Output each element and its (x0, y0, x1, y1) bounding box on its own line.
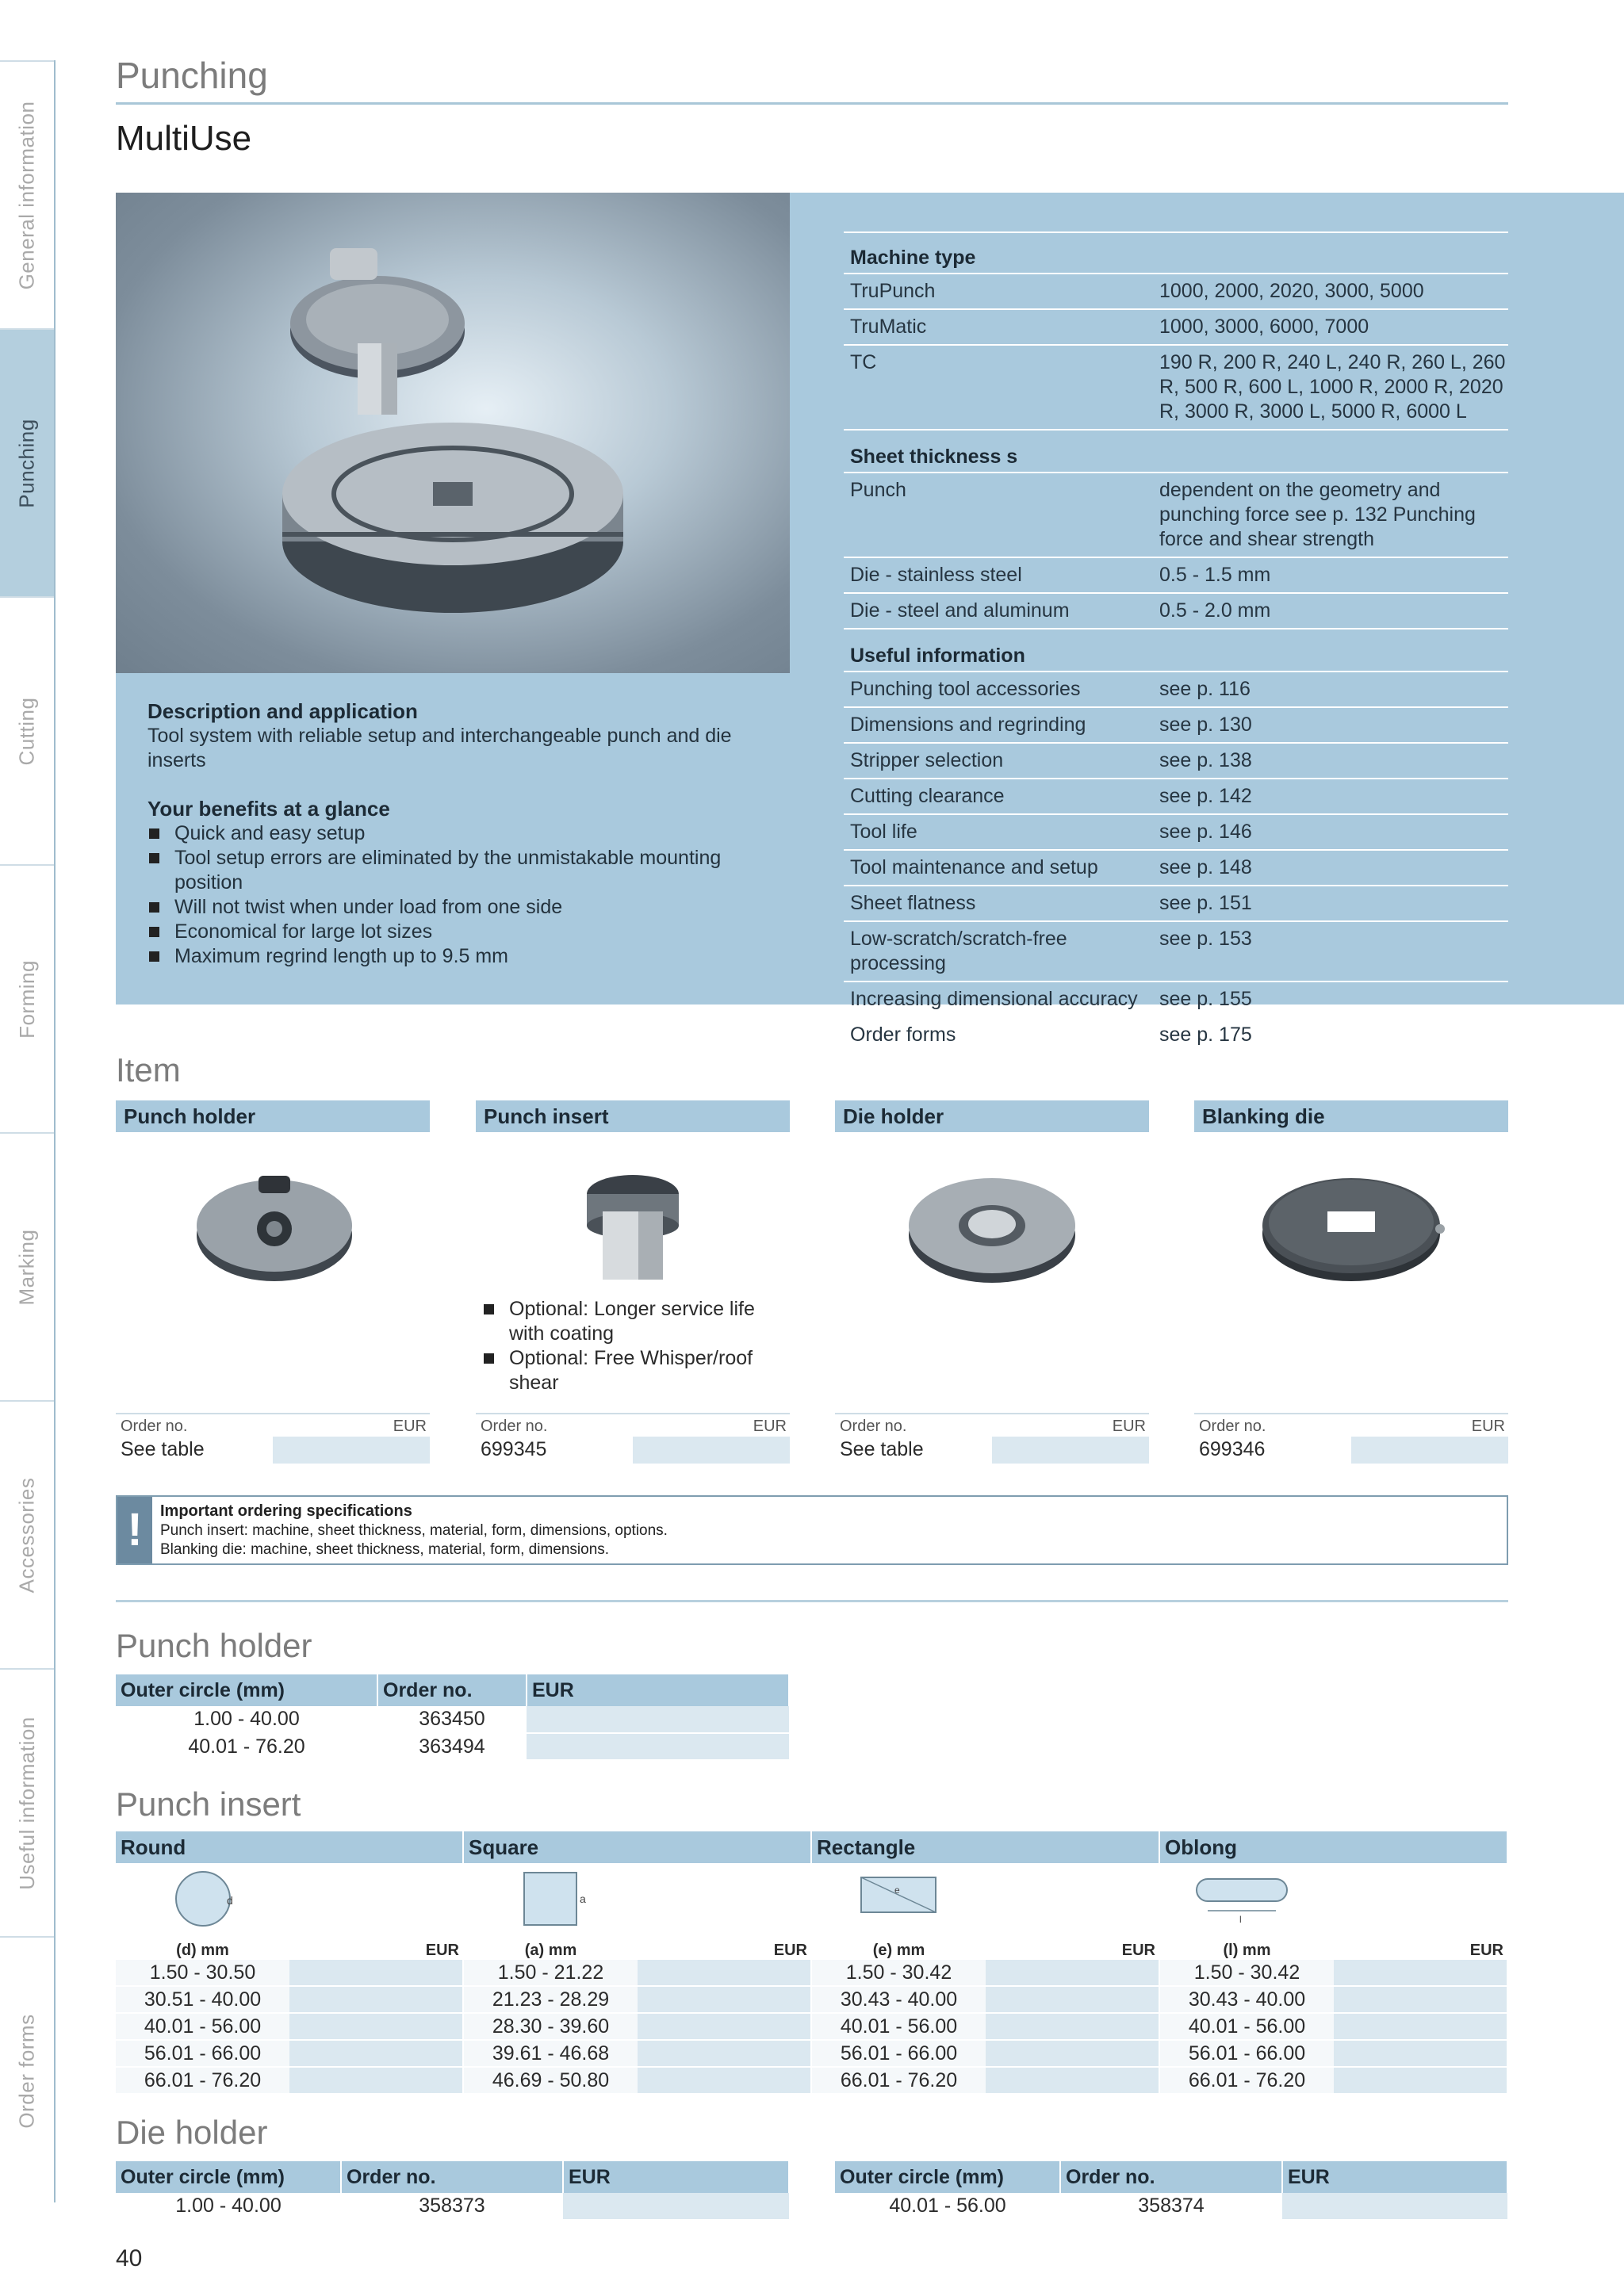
benefits-list (147, 821, 782, 969)
eur-field[interactable] (986, 2041, 1160, 2066)
nav-tab-cutting[interactable]: Cutting (0, 596, 54, 864)
round-column: Round d (d) mm EUR 1.50 - 30.50 30.51 - 40.00 40.01 - 56.00 56.01 - 66.00 66.01 - 76.20 (116, 1831, 464, 2095)
order-header: Order no. EUR (476, 1413, 790, 1437)
eur-field[interactable] (289, 2014, 464, 2039)
eur-field[interactable] (638, 2068, 812, 2093)
description-heading: Description and application (147, 699, 418, 723)
eur-field[interactable] (527, 1733, 789, 1760)
svg-text:e: e (894, 1885, 900, 1896)
exclamation-icon: ! (117, 1497, 152, 1563)
nav-tab-marking[interactable]: Marking (0, 1132, 54, 1400)
multiuse-tool-illustration (116, 193, 790, 673)
table-row: 1.50 - 21.22 (464, 1960, 812, 1987)
eur-field[interactable] (986, 2068, 1160, 2093)
round-shape-icon (116, 1863, 464, 1934)
nav-tab-order-forms[interactable]: Order forms (0, 1936, 54, 2204)
eur-field[interactable] (986, 1987, 1160, 2012)
svg-text:d: d (227, 1894, 233, 1907)
eur-field[interactable] (986, 2014, 1160, 2039)
spec-row: TruPunch 1000, 2000, 2020, 3000, 5000 (844, 274, 1508, 310)
spec-row: Punch dependent on the geometry and punching force see p. 132 Punching force and shear strength (844, 473, 1508, 558)
table-row: 40.01 - 56.00 (1160, 2014, 1508, 2041)
oblong-shape-icon (1160, 1863, 1508, 1934)
die-holder-illustration (835, 1132, 1149, 1297)
rectangle-column: Rectangle e (e) mm EUR 1.50 - 30.42 30.43 - 40.00 40.01 - 56.00 56.01 - 66.00 66.01 - 76.20 (812, 1831, 1160, 2095)
oblong-column: Oblong l (l) mm EUR 1.50 - 30.42 30.43 - 40.00 40.01 - 56.00 56.01 - 66.00 66.01 - 76.20 (1160, 1831, 1508, 2095)
machine-type-heading: Machine type (844, 232, 1508, 274)
order-row: 699345 (476, 1437, 790, 1464)
punch-holder-table: Outer circle (mm) Order no. EUR 1.00 - 40.00 363450 40.01 - 76.20 363494 (116, 1674, 790, 1761)
sheet-thickness-heading: Sheet thickness s (844, 430, 1508, 473)
section-rule (116, 1600, 1508, 1602)
eur-field[interactable] (563, 2193, 789, 2220)
die-holder-heading: Die holder (116, 2114, 268, 2151)
eur-field[interactable] (1334, 2068, 1508, 2093)
spec-row[interactable]: Tool life see p. 146 (844, 815, 1508, 851)
table-row: 66.01 - 76.20 (1160, 2068, 1508, 2095)
eur-field[interactable] (633, 1437, 790, 1464)
table-row: 40.01 - 56.00 (116, 2014, 464, 2041)
table-row: 21.23 - 28.29 (464, 1987, 812, 2014)
order-row: 699346 (1194, 1437, 1508, 1464)
item-heading: Item (116, 1051, 181, 1089)
punch-holder-heading: Punch holder (116, 1627, 312, 1664)
eur-field[interactable] (1334, 2041, 1508, 2066)
spec-row: Die - steel and aluminum 0.5 - 2.0 mm (844, 594, 1508, 629)
eur-field[interactable] (638, 1987, 812, 2012)
eur-field[interactable] (1334, 1987, 1508, 2012)
spec-row: TC 190 R, 200 R, 240 L, 240 R, 260 L, 260 R, 500 R, 600 L, 1000 R, 2000 R, 2020 R, 3000 R, 3000 L, 5000 R, 6000 L (844, 346, 1508, 430)
spec-row[interactable]: Dimensions and regrinding see p. 130 (844, 708, 1508, 744)
benefits-heading: Your benefits at a glance (147, 797, 390, 821)
item-blanking-die (1194, 1100, 1508, 1464)
spec-row[interactable]: Increasing dimensional accuracy see p. 155 (844, 982, 1508, 1018)
eur-field[interactable] (1334, 2014, 1508, 2039)
item-name: Punch holder (116, 1100, 430, 1132)
table-row: 40.01 - 56.00 (812, 2014, 1160, 2041)
blanking-die-image (1194, 1132, 1508, 1297)
important-notice (116, 1495, 1508, 1565)
table-row: 40.01 - 56.00 358374 (835, 2193, 1507, 2220)
order-row: See table (116, 1437, 430, 1464)
item-options (1194, 1297, 1508, 1413)
item-name: Die holder (835, 1100, 1149, 1132)
eur-field[interactable] (1282, 2193, 1507, 2220)
eur-field[interactable] (527, 1706, 789, 1733)
table-row: 1.50 - 30.42 (1160, 1960, 1508, 1987)
item-punch-holder (116, 1100, 430, 1464)
eur-field[interactable] (1334, 1960, 1508, 1985)
benefit-item: Will not twist when under load from one side (147, 895, 782, 920)
eur-field[interactable] (986, 1960, 1160, 1985)
page-title: MultiUse (116, 119, 252, 158)
notice-title: Important ordering specifications (160, 1502, 412, 1520)
eur-field[interactable] (289, 1960, 464, 1985)
notice-line: Punch insert: machine, sheet thickness, material, form, dimensions, options. (160, 1522, 668, 1539)
nav-tab-accessories[interactable]: Accessories (0, 1400, 54, 1668)
benefit-item: Quick and easy setup (147, 821, 782, 846)
punch-insert-heading: Punch insert (116, 1785, 301, 1823)
nav-tab-useful-information[interactable]: Useful information (0, 1668, 54, 1936)
spec-row: TruMatic 1000, 3000, 6000, 7000 (844, 310, 1508, 346)
table-row: 1.50 - 30.50 (116, 1960, 464, 1987)
specification-table (844, 232, 1508, 1052)
die-holder-table-right: Outer circle (mm) Order no. EUR 40.01 - 56.00 358374 (835, 2161, 1508, 2221)
order-header: Order no. EUR (1194, 1413, 1508, 1437)
order-header: Order no. EUR (835, 1413, 1149, 1437)
square-column: Square a (a) mm EUR 1.50 - 21.22 21.23 - 28.29 28.30 - 39.60 39.61 - 46.68 46.69 - 50.80 (464, 1831, 812, 2095)
spec-row[interactable]: Low-scratch/scratch-free processing see p. 153 (844, 922, 1508, 982)
spec-row[interactable]: Tool maintenance and setup see p. 148 (844, 851, 1508, 886)
eur-field[interactable] (289, 2041, 464, 2066)
eur-field[interactable] (992, 1437, 1149, 1464)
table-row: 30.43 - 40.00 (812, 1987, 1160, 2014)
benefit-item: Tool setup errors are eliminated by the unmistakable mounting position (147, 846, 782, 895)
notice-line: Blanking die: machine, sheet thickness, material, form, dimensions. (160, 1541, 610, 1558)
die-holder-image (835, 1132, 1149, 1297)
punch-insert-image (476, 1132, 790, 1297)
punch-holder-image (116, 1132, 430, 1297)
heading-rule (116, 102, 1508, 105)
eur-field[interactable] (289, 2068, 464, 2093)
page-number: 40 (116, 2245, 143, 2271)
item-name: Blanking die (1194, 1100, 1508, 1132)
table-row: 30.43 - 40.00 (1160, 1987, 1508, 2014)
eur-field[interactable] (638, 2014, 812, 2039)
eur-field[interactable] (289, 1987, 464, 2012)
table-row: 56.01 - 66.00 (116, 2041, 464, 2068)
eur-field[interactable] (638, 2041, 812, 2066)
useful-information-heading: Useful information (844, 629, 1508, 672)
svg-text:l: l (1239, 1914, 1242, 1925)
nav-tab-forming[interactable]: Forming (0, 864, 54, 1132)
table-row: 1.50 - 30.42 (812, 1960, 1160, 1987)
table-row: 56.01 - 66.00 (1160, 2041, 1508, 2068)
benefit-item: Economical for large lot sizes (147, 920, 782, 944)
spec-row: Die - stainless steel 0.5 - 1.5 mm (844, 558, 1508, 594)
order-row: See table (835, 1437, 1149, 1464)
eur-field[interactable] (273, 1437, 430, 1464)
table-row: 28.30 - 39.60 (464, 2014, 812, 2041)
table-row: 1.00 - 40.00 363450 (116, 1706, 789, 1733)
option-item: Optional: Free Whisper/roof shear (482, 1346, 790, 1395)
table-row: 40.01 - 76.20 363494 (116, 1733, 789, 1760)
item-options (476, 1297, 790, 1413)
spec-row[interactable]: Cutting clearance see p. 142 (844, 779, 1508, 815)
table-row: 30.51 - 40.00 (116, 1987, 464, 2014)
punch-holder-illustration (116, 1132, 430, 1297)
table-row: 56.01 - 66.00 (812, 2041, 1160, 2068)
benefit-item: Maximum regrind length up to 9.5 mm (147, 944, 782, 969)
eur-field[interactable] (1351, 1437, 1508, 1464)
spec-row[interactable]: Sheet flatness see p. 151 (844, 886, 1508, 922)
spec-row[interactable]: Order forms see p. 175 (850, 1024, 1252, 1046)
option-item: Optional: Longer service life with coating (482, 1297, 790, 1346)
section-heading: Punching (116, 55, 268, 96)
product-photo (116, 193, 790, 673)
description-text: Tool system with reliable setup and interchangeable punch and die inserts (147, 725, 732, 771)
nav-tab-general-information[interactable]: General information (0, 60, 54, 328)
die-holder-table-left: Outer circle (mm) Order no. EUR 1.00 - 40.00 358373 (116, 2161, 790, 2221)
item-options (835, 1297, 1149, 1413)
table-row: 39.61 - 46.68 (464, 2041, 812, 2068)
table-row: 66.01 - 76.20 (116, 2068, 464, 2095)
description-block (147, 699, 782, 969)
eur-field[interactable] (638, 1960, 812, 1985)
side-navigation (0, 60, 56, 2202)
table-row: 46.69 - 50.80 (464, 2068, 812, 2095)
square-shape-icon (464, 1863, 812, 1934)
rectangle-shape-icon (812, 1863, 1160, 1934)
table-row: 1.00 - 40.00 358373 (116, 2193, 789, 2220)
order-header: Order no. EUR (116, 1413, 430, 1437)
spec-row[interactable]: Stripper selection see p. 138 (844, 744, 1508, 779)
svg-text:a: a (580, 1892, 586, 1905)
item-die-holder (835, 1100, 1149, 1464)
item-name: Punch insert (476, 1100, 790, 1132)
item-options (116, 1297, 430, 1413)
table-row: 66.01 - 76.20 (812, 2068, 1160, 2095)
punch-insert-illustration (476, 1132, 790, 1297)
nav-tab-punching[interactable]: Punching (0, 328, 54, 596)
item-punch-insert (476, 1100, 790, 1464)
spec-row[interactable]: Punching tool accessories see p. 116 (844, 672, 1508, 708)
blanking-die-illustration (1194, 1132, 1508, 1297)
